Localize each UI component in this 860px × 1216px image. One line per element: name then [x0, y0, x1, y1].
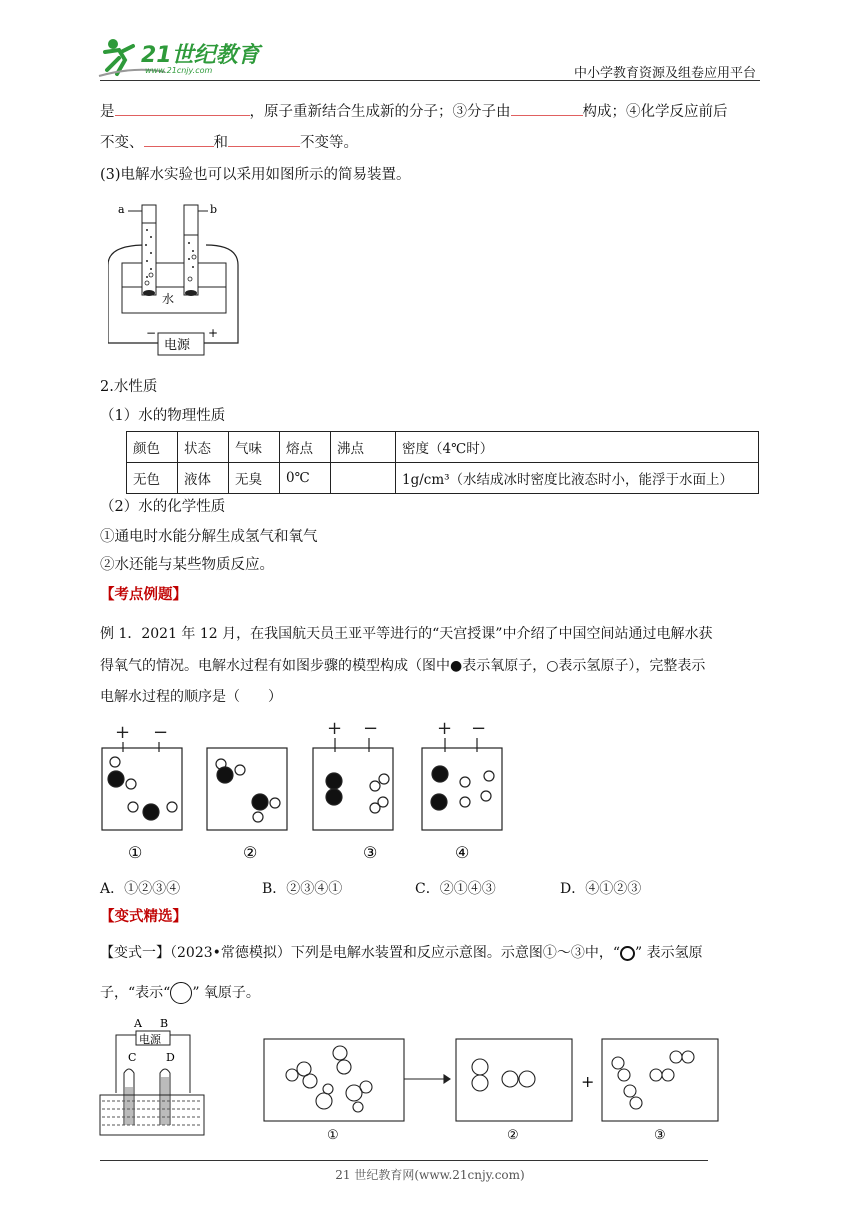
- logo-text: 21世纪教育: [141, 43, 260, 68]
- water-label: 水: [162, 292, 175, 306]
- reaction-label-1: ①: [327, 1128, 339, 1143]
- diagram-label-2: ②: [243, 843, 258, 862]
- plus-sign: +: [208, 326, 219, 340]
- blank-3[interactable]: [144, 132, 214, 147]
- svg-text:−: −: [471, 718, 487, 739]
- header-logo: [95, 30, 265, 82]
- svg-text:+: +: [437, 718, 453, 739]
- electrolysis-apparatus-diagram: [108, 195, 248, 360]
- option-a[interactable]: A．①②③④: [100, 881, 181, 897]
- header-right-text: 中小学教育资源及组卷应用平台: [573, 66, 756, 81]
- chemical-properties-title: （2）水的化学性质: [100, 499, 226, 515]
- section-2-title: 2.水性质: [100, 379, 158, 395]
- table-row: 无色 液体 无臭 0℃ 1g/cm³（水结成冰时密度比液态时小，能浮于水面上）: [127, 463, 759, 494]
- variant-line-2: 子，“表示“ ” 氧原子。: [100, 982, 260, 1004]
- label-D: D: [166, 1051, 175, 1064]
- footer-text[interactable]: 21 世纪教育网(www.21cnjy.com): [335, 1168, 525, 1182]
- option-c[interactable]: C．②①④③: [415, 881, 496, 897]
- power-label: 电源: [164, 338, 191, 353]
- svg-text:+: +: [115, 722, 131, 743]
- reaction-diagrams: [262, 1035, 722, 1147]
- svg-text:−: −: [153, 722, 169, 743]
- example-line-3: 电解水过程的顺序是（ ）: [100, 689, 282, 705]
- physical-properties-title: （1）水的物理性质: [100, 408, 226, 424]
- fill-in-line-2: 不变、 和 不变等。: [100, 131, 358, 152]
- plus-sign-2: +: [581, 1072, 595, 1091]
- chemical-property-2: ②水还能与某些物质反应。: [100, 557, 274, 573]
- example-line-2: 得氧气的情况。电解水过程有如图步骤的模型构成（图中●表示氧原子，○表示氢原子），完整表示: [100, 658, 706, 674]
- blank-4[interactable]: [228, 132, 300, 147]
- electrolysis-apparatus-abcd: [98, 1015, 208, 1140]
- reaction-label-2: ②: [507, 1128, 519, 1143]
- item-3-text: (3)电解水实验也可以采用如图所示的简易装置。: [100, 167, 411, 183]
- power-label-2: 电源: [139, 1033, 161, 1046]
- example-line-1: 例 1．2021 年 12 月，在我国航天员王亚平等进行的“天宫授课”中介绍了中国空间站通过电解水获: [100, 626, 713, 642]
- svg-text:−: −: [363, 718, 379, 739]
- diagram-label-3: ③: [363, 843, 378, 862]
- label-a: a: [118, 203, 125, 216]
- option-d[interactable]: D．④①②③: [560, 881, 642, 897]
- fill-in-line-1: 是 ，原子重新结合生成新的分子；③分子由 构成；④化学反应前后: [100, 100, 728, 121]
- label-A: A: [134, 1017, 142, 1030]
- bianshi-heading: 【变式精选】: [100, 908, 187, 925]
- blank-2[interactable]: [511, 101, 583, 116]
- minus-sign: −: [146, 326, 157, 340]
- electrolysis-model-diagrams: [95, 718, 515, 868]
- blank-1[interactable]: [115, 101, 250, 116]
- label-C: C: [128, 1051, 137, 1064]
- hydrogen-circle-icon: [620, 946, 635, 961]
- table-header-row: 颜色 状态 气味 熔点 沸点 密度（4℃时）: [127, 432, 759, 463]
- reaction-label-3: ③: [654, 1128, 666, 1143]
- oxygen-circle-icon: [170, 982, 192, 1004]
- kaodian-heading: 【考点例题】: [100, 586, 187, 603]
- footer-rule: [100, 1160, 708, 1161]
- option-b[interactable]: B．②③④①: [262, 881, 343, 897]
- physical-properties-table: [126, 431, 759, 494]
- diagram-label-4: ④: [455, 843, 470, 862]
- label-b: b: [210, 203, 218, 216]
- logo-url: www.21cnjy.com: [145, 66, 213, 75]
- diagram-label-1: ①: [128, 843, 143, 862]
- label-B: B: [160, 1017, 169, 1030]
- header-rule: [100, 80, 760, 81]
- chemical-property-1: ①通电时水能分解生成氢气和氧气: [100, 529, 318, 545]
- variant-line-1: 【变式一】（2023•常德模拟）下列是电解水装置和反应示意图。示意图①～③中，“ ” 表示氢原: [100, 945, 703, 961]
- svg-text:+: +: [327, 718, 343, 739]
